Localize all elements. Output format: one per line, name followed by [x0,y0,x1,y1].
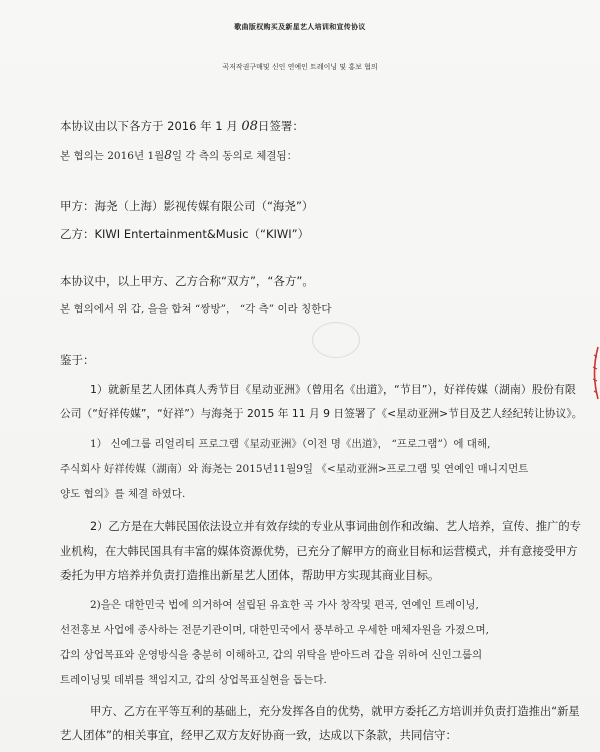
final-chinese-line1: 甲方、乙方在平等互利的基础上，充分发挥各自的优势，就甲方委托乙方培训并负责打造推出“新星 [90,705,580,718]
title-korean: 곡저작권구매및 신인 연예인 트레이닝 및 홍보 협의 [222,63,378,71]
handwritten-day-korean: 8 [164,148,172,162]
intro-chinese-prefix: 本协议由以下各方于 2016 年 1 月 [60,119,238,133]
clause2-korean-line2: 선전홍보 사업에 종사하는 전문기관이며, 대한민국에서 풍부하고 우세한 매체자원을 가졌으며, [60,624,489,636]
intro-korean-suffix: 일 각 측의 동의로 체결됨： [171,150,298,162]
title-chinese: 歌曲版权购买及新星艺人培训和宣传协议 [234,23,366,31]
collective-korean: 본 협의에서 위 갑, 을을 합쳐 “쌍방”， “각 측” 이라 칭한다 [60,303,332,315]
clause1-korean-line3: 양도 협의》를 체결 하였다. [60,488,186,500]
clause1-korean-line1: 1） 신예그룹 리얼리티 프로그램《星动亚洲》（이전 명《出道》， “프로그램”）에 대해, [90,438,491,450]
handwritten-day: 08 [241,119,258,134]
collective-chinese: 本协议中，以上甲方、乙方合称“双方”，“各方”。 [60,274,314,288]
clause1-chinese-line1: 1）就新星艺人团体真人秀节目《星动亚洲》（曾用名《出道》，“节目”），好祥传媒（湖南）股份有限 [90,383,576,396]
final-chinese-line2: 艺人团体”的相关事宜，经甲乙双方友好协商一致，达成以下条款，共同信守： [60,728,457,742]
red-seal-edge-icon [589,345,599,401]
intro-korean-prefix: 본 협의는 2016년 1월 [60,150,165,162]
party-a: 甲方：海尧（上海）影视传媒有限公司（“海尧”） [60,199,314,213]
faint-seal-mark [312,322,360,358]
clause2-chinese-line2: 业机构，在大韩民国具有丰富的媒体资源优势，已充分了解甲方的商业目标和运营模式，并有意接受甲方 [60,545,578,558]
intro-chinese [60,118,304,134]
whereas-heading: 鉴于： [60,353,95,367]
intro-chinese-suffix: 日签署： [257,119,304,133]
red-seal-edge [588,345,600,405]
clause1-chinese-line2: 公司（“好祥传媒”，“好祥”）与海尧于 2015 年 11 月 9 日签署了《<星动亚洲>节目及艺人经纪转让协议》。 [60,407,583,420]
clause2-korean-line3: 갑의 상업목표와 운영방식을 충분히 이해하고, 갑의 위탁을 받아드려 갑을 위하여 신인그룹의 [60,649,483,661]
clause1-korean-line2: 주식회사 好祥传媒（湖南）와 海尧는 2015년11월9일 《<星动亚洲>프로그램 및 연예인 매니지먼트 [60,463,529,475]
clause2-chinese-line3: 委托为甲方培养并负责打造推出新星艺人团体，帮助甲方实现其商业目标。 [60,568,440,582]
intro-korean [60,148,297,163]
party-b: 乙方：KIWI Entertainment&Music（“KIWI”） [60,227,310,241]
clause2-chinese-line1: 2）乙方是在大韩民国依法设立并有效存续的专业从事词曲创作和改编、艺人培养，宣传、推广的专 [90,520,581,533]
clause2-korean-line4: 트레이닝및 데뷔를 책임지고, 갑의 상업목표실현을 돕는다. [60,674,327,686]
clause2-korean-line1: 2)을은 대한민국 법에 의거하여 설립된 유효한 곡 가사 창작및 편곡, 연예인 트레이닝, [90,599,479,611]
